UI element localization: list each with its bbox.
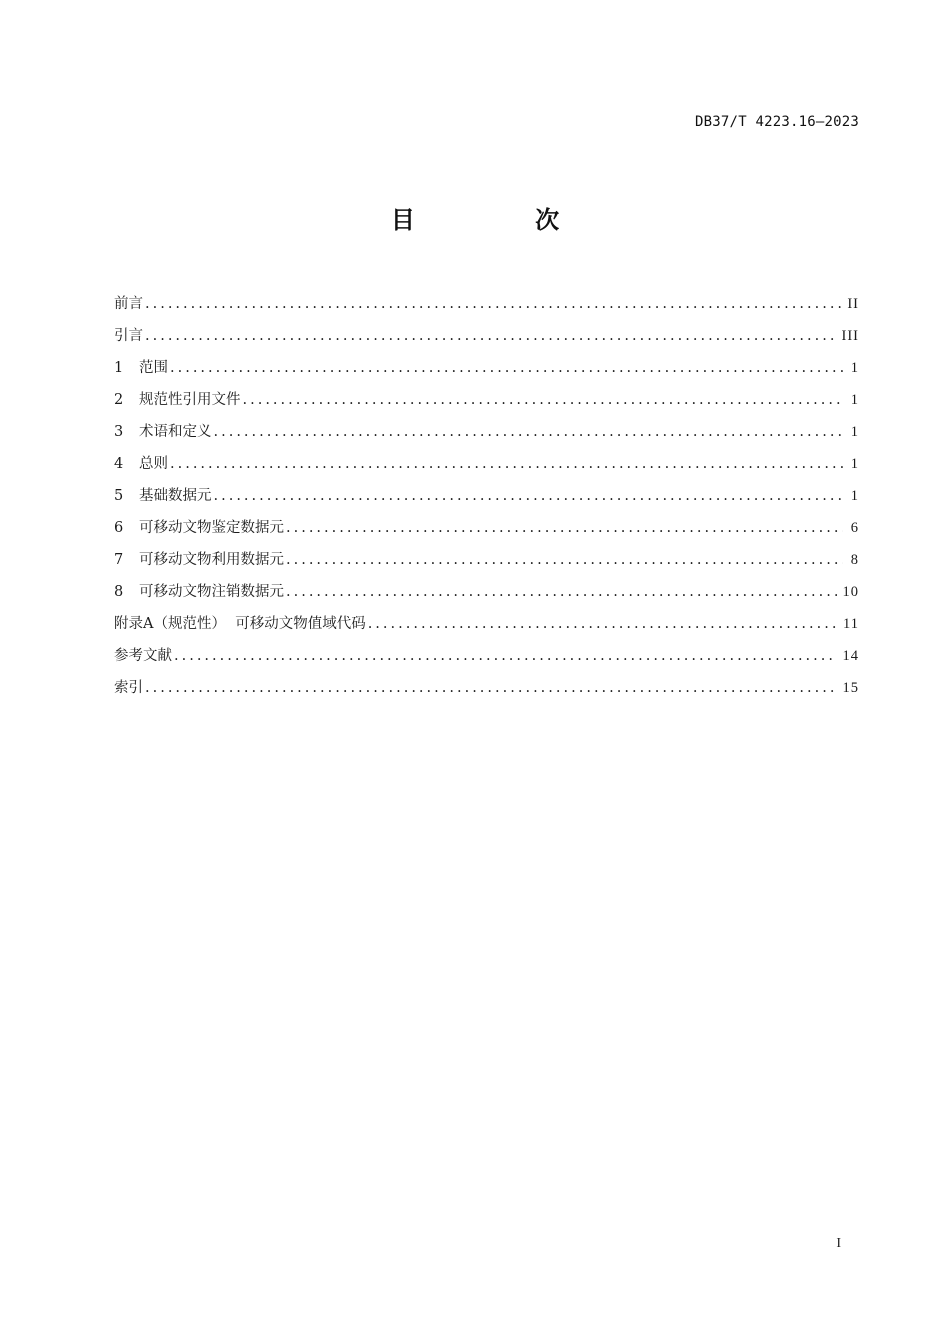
- toc-entry-page: III: [841, 328, 859, 344]
- toc-entry-label: 总则: [139, 456, 168, 472]
- toc-entry-page: II: [847, 296, 859, 312]
- toc-entry-label: 可移动文物注销数据元: [139, 584, 284, 600]
- toc-entry-deregistration-data-elements[interactable]: [114, 573, 859, 605]
- toc-entry-page: 6: [850, 520, 859, 536]
- toc-entry-page: 1: [850, 392, 859, 408]
- dot-leader: [174, 643, 837, 669]
- toc-entry-label: 引言: [114, 328, 143, 344]
- toc-entry-page: 1: [850, 488, 859, 504]
- toc-entry-label: 可移动文物鉴定数据元: [139, 520, 284, 536]
- toc-entry-number: 4: [114, 456, 124, 472]
- table-of-contents: [114, 285, 859, 701]
- dot-leader: [243, 387, 844, 413]
- dot-leader: [170, 355, 843, 381]
- toc-entry-normative-references[interactable]: [114, 381, 859, 413]
- dot-leader: [286, 547, 843, 573]
- toc-entry-bibliography[interactable]: [114, 637, 859, 669]
- dot-leader: [170, 451, 843, 477]
- document-code: DB37/T 4223.16—2023: [695, 114, 859, 130]
- toc-entry-number: 1: [114, 360, 124, 376]
- dot-leader: [145, 291, 841, 317]
- toc-entry-label: 范围: [139, 360, 168, 376]
- toc-entry-page: 15: [842, 680, 859, 696]
- page-title: 目 次: [390, 206, 616, 234]
- toc-entry-label: 前言: [114, 296, 143, 312]
- dot-leader: [368, 611, 837, 637]
- toc-entry-page: 1: [850, 360, 859, 376]
- dot-leader: [286, 579, 837, 605]
- dot-leader: [145, 323, 836, 349]
- toc-entry-basic-data-elements[interactable]: [114, 477, 859, 509]
- toc-entry-number: 6: [114, 520, 124, 536]
- toc-entry-label: 术语和定义: [139, 424, 212, 440]
- toc-entry-label: 索引: [114, 680, 143, 696]
- page-number: I: [836, 1236, 841, 1251]
- dot-leader: [214, 483, 844, 509]
- toc-entry-page: 11: [843, 616, 859, 632]
- toc-entry-terms-definitions[interactable]: [114, 413, 859, 445]
- dot-leader: [214, 419, 844, 445]
- toc-entry-number: 3: [114, 424, 124, 440]
- toc-entry-page: 1: [850, 456, 859, 472]
- toc-entry-label: 规范性引用文件: [139, 392, 241, 408]
- toc-entry-general[interactable]: [114, 445, 859, 477]
- toc-entry-label: 附录A（规范性） 可移动文物值域代码: [114, 616, 366, 632]
- toc-entry-label: 可移动文物利用数据元: [139, 552, 284, 568]
- toc-entry-page: 14: [842, 648, 859, 664]
- toc-entry-label: 参考文献: [114, 648, 172, 664]
- toc-entry-foreword[interactable]: [114, 285, 859, 317]
- toc-entry-index[interactable]: [114, 669, 859, 701]
- toc-entry-introduction[interactable]: [114, 317, 859, 349]
- dot-leader: [145, 675, 837, 701]
- toc-entry-scope[interactable]: [114, 349, 859, 381]
- toc-entry-number: 5: [114, 488, 124, 504]
- dot-leader: [286, 515, 843, 541]
- toc-entry-number: 7: [114, 552, 124, 568]
- toc-entry-utilization-data-elements[interactable]: [114, 541, 859, 573]
- toc-entry-page: 10: [842, 584, 859, 600]
- toc-entry-appraisal-data-elements[interactable]: [114, 509, 859, 541]
- toc-entry-page: 8: [850, 552, 859, 568]
- toc-entry-page: 1: [850, 424, 859, 440]
- toc-entry-number: 8: [114, 584, 124, 600]
- toc-entry-label: 基础数据元: [139, 488, 212, 504]
- toc-entry-appendix-a[interactable]: [114, 605, 859, 637]
- toc-entry-number: 2: [114, 392, 124, 408]
